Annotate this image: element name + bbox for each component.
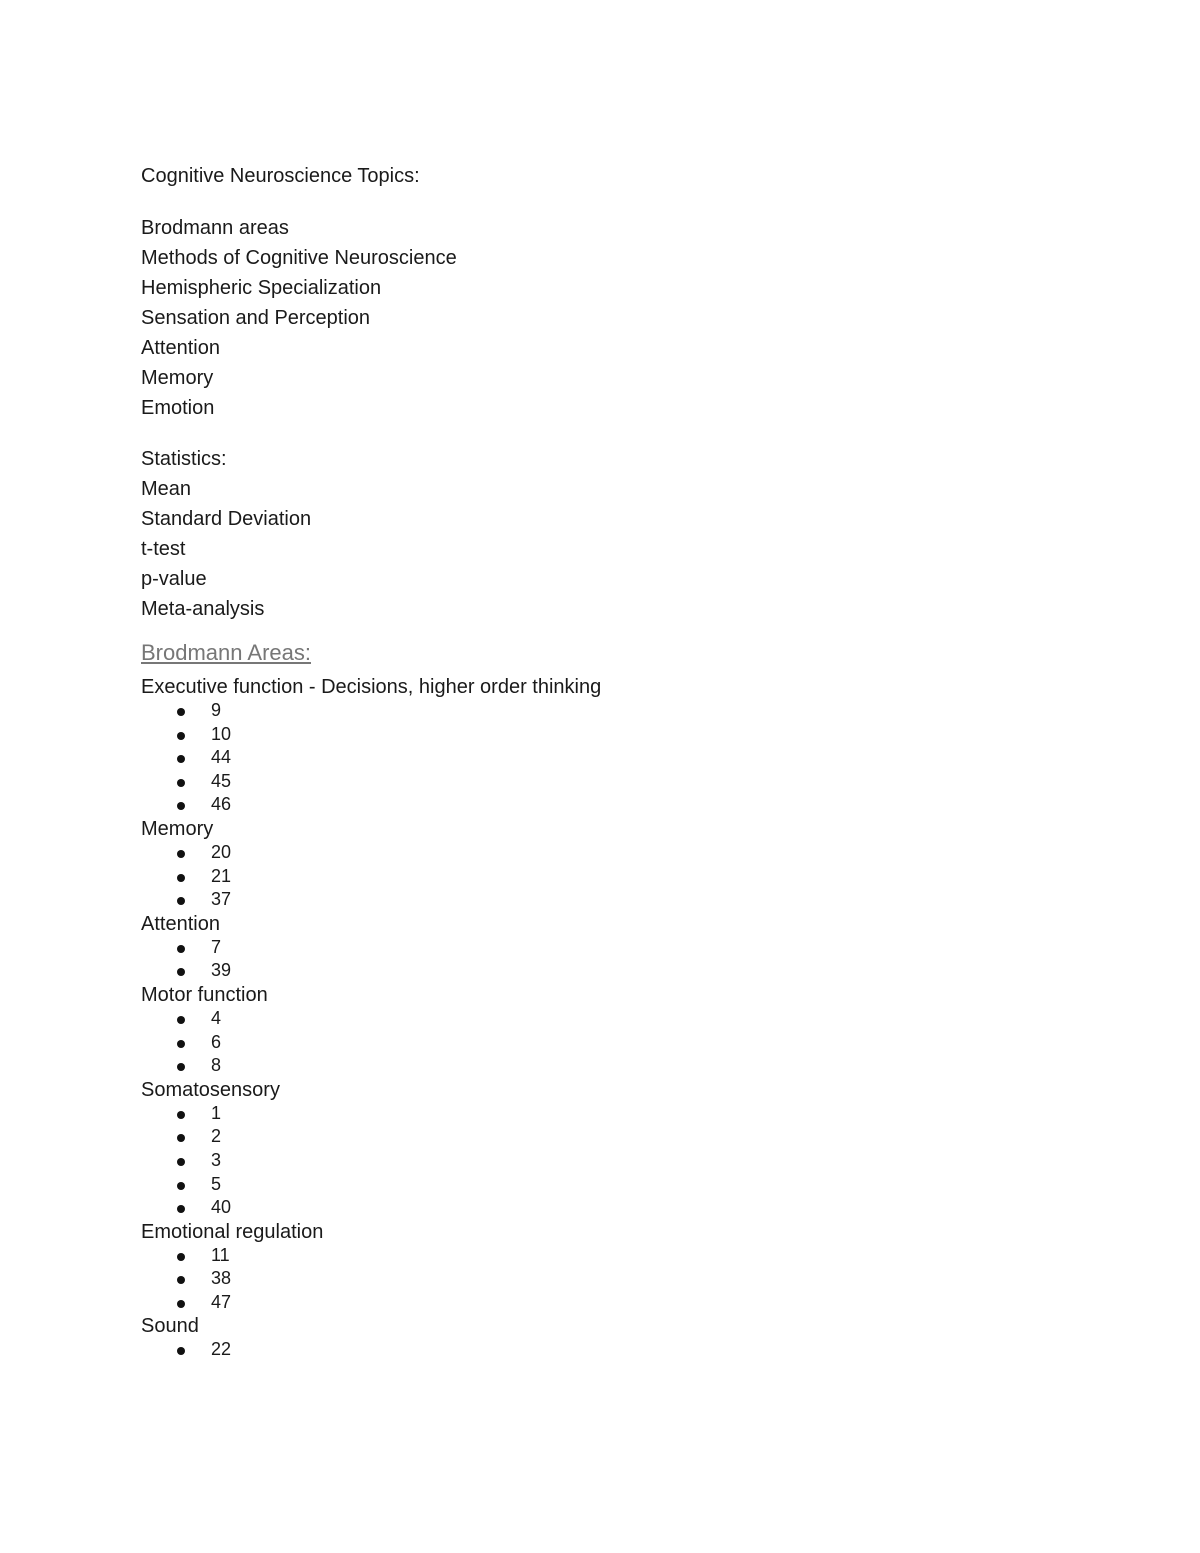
topic-item: Emotion (141, 397, 215, 419)
list-item (141, 1196, 1041, 1220)
bullet-icon (177, 708, 185, 716)
brodmann-area-number: 40 (211, 1197, 232, 1218)
brodmann-group-label: Emotional regulation (141, 1220, 324, 1243)
list-item (141, 841, 1041, 865)
document-page (141, 161, 1041, 1362)
bullet-icon (177, 1347, 185, 1355)
list-item (141, 1173, 1041, 1197)
list-item (141, 1007, 1041, 1031)
brodmann-group-label: Attention (141, 912, 220, 935)
bullet-icon (177, 779, 185, 787)
brodmann-group-label: Executive function - Decisions, higher order thinking (141, 676, 602, 698)
brodmann-area-number: 38 (211, 1268, 232, 1289)
bullet-icon (177, 1182, 185, 1190)
brodmann-area-number: 37 (211, 889, 232, 910)
bullet-icon (177, 1205, 185, 1213)
list-item (141, 699, 1041, 723)
bullet-icon (177, 945, 185, 953)
brodmann-area-number: 44 (211, 747, 232, 768)
bullet-icon (177, 1158, 185, 1166)
brodmann-area-number: 4 (211, 1007, 222, 1028)
brodmann-area-list (141, 699, 1041, 817)
statistics-section (141, 444, 1041, 624)
bullet-icon (177, 1276, 185, 1284)
statistics-item: t-test (141, 538, 186, 560)
topic-item: Hemispheric Specialization (141, 277, 382, 299)
brodmann-area-number: 39 (211, 960, 232, 981)
list-item (141, 936, 1041, 960)
brodmann-area-number: 21 (211, 865, 232, 886)
brodmann-area-number: 8 (211, 1055, 222, 1076)
list-item (141, 888, 1041, 912)
brodmann-area-number: 45 (211, 770, 232, 791)
list-item (141, 1244, 1041, 1268)
brodmann-area-number: 7 (211, 936, 222, 957)
spacer (141, 423, 1041, 444)
brodmann-heading: Brodmann Areas: (141, 640, 311, 665)
statistics-heading: Statistics: (141, 448, 227, 470)
list-item (141, 1031, 1041, 1055)
brodmann-area-number: 20 (211, 841, 232, 862)
brodmann-area-number: 5 (211, 1173, 222, 1194)
brodmann-group-label: Somatosensory (141, 1078, 280, 1101)
brodmann-area-number: 46 (211, 794, 232, 815)
list-item (141, 723, 1041, 747)
list-item (141, 746, 1041, 770)
list-item (141, 1267, 1041, 1291)
statistics-item: Standard Deviation (141, 508, 312, 530)
topic-item: Methods of Cognitive Neuroscience (141, 247, 457, 269)
brodmann-area-list (141, 936, 1041, 983)
bullet-icon (177, 1016, 185, 1024)
topic-item: Attention (141, 337, 220, 359)
bullet-icon (177, 874, 185, 882)
list-item (141, 793, 1041, 817)
statistics-item: p-value (141, 568, 207, 590)
list-item (141, 1125, 1041, 1149)
list-item (141, 1054, 1041, 1078)
topics-heading: Cognitive Neuroscience Topics: (141, 165, 420, 187)
brodmann-groups (141, 675, 1041, 1362)
bullet-icon (177, 802, 185, 810)
bullet-icon (177, 1111, 185, 1119)
statistics-item: Mean (141, 478, 192, 500)
list-item (141, 1291, 1041, 1315)
brodmann-area-list (141, 1338, 1041, 1362)
topics-list (141, 213, 1041, 423)
bullet-icon (177, 1134, 185, 1142)
bullet-icon (177, 897, 185, 905)
topic-item: Sensation and Perception (141, 307, 371, 329)
list-item (141, 1102, 1041, 1126)
brodmann-area-list (141, 1102, 1041, 1220)
list-item (141, 1338, 1041, 1362)
brodmann-area-number: 10 (211, 723, 232, 744)
brodmann-area-number: 22 (211, 1339, 232, 1360)
brodmann-area-number: 2 (211, 1126, 222, 1147)
list-item (141, 959, 1041, 983)
statistics-item: Meta-analysis (141, 598, 265, 620)
bullet-icon (177, 1063, 185, 1071)
bullet-icon (177, 732, 185, 740)
list-item (141, 1149, 1041, 1173)
brodmann-group-label: Memory (141, 817, 214, 840)
brodmann-area-number: 11 (211, 1244, 230, 1265)
brodmann-area-list (141, 1244, 1041, 1315)
list-item (141, 865, 1041, 889)
brodmann-area-number: 47 (211, 1291, 232, 1312)
brodmann-area-list (141, 841, 1041, 912)
topic-item: Brodmann areas (141, 217, 289, 239)
bullet-icon (177, 1253, 185, 1261)
brodmann-group-label: Motor function (141, 983, 268, 1006)
bullet-icon (177, 1040, 185, 1048)
bullet-icon (177, 755, 185, 763)
topic-item: Memory (141, 367, 214, 389)
bullet-icon (177, 1300, 185, 1308)
bullet-icon (177, 850, 185, 858)
brodmann-area-number: 3 (211, 1149, 222, 1170)
brodmann-area-number: 9 (211, 700, 222, 720)
bullet-icon (177, 968, 185, 976)
brodmann-area-list (141, 1007, 1041, 1078)
list-item (141, 770, 1041, 794)
brodmann-area-number: 6 (211, 1031, 222, 1052)
brodmann-area-number: 1 (211, 1102, 222, 1123)
brodmann-group-label: Sound (141, 1315, 199, 1338)
